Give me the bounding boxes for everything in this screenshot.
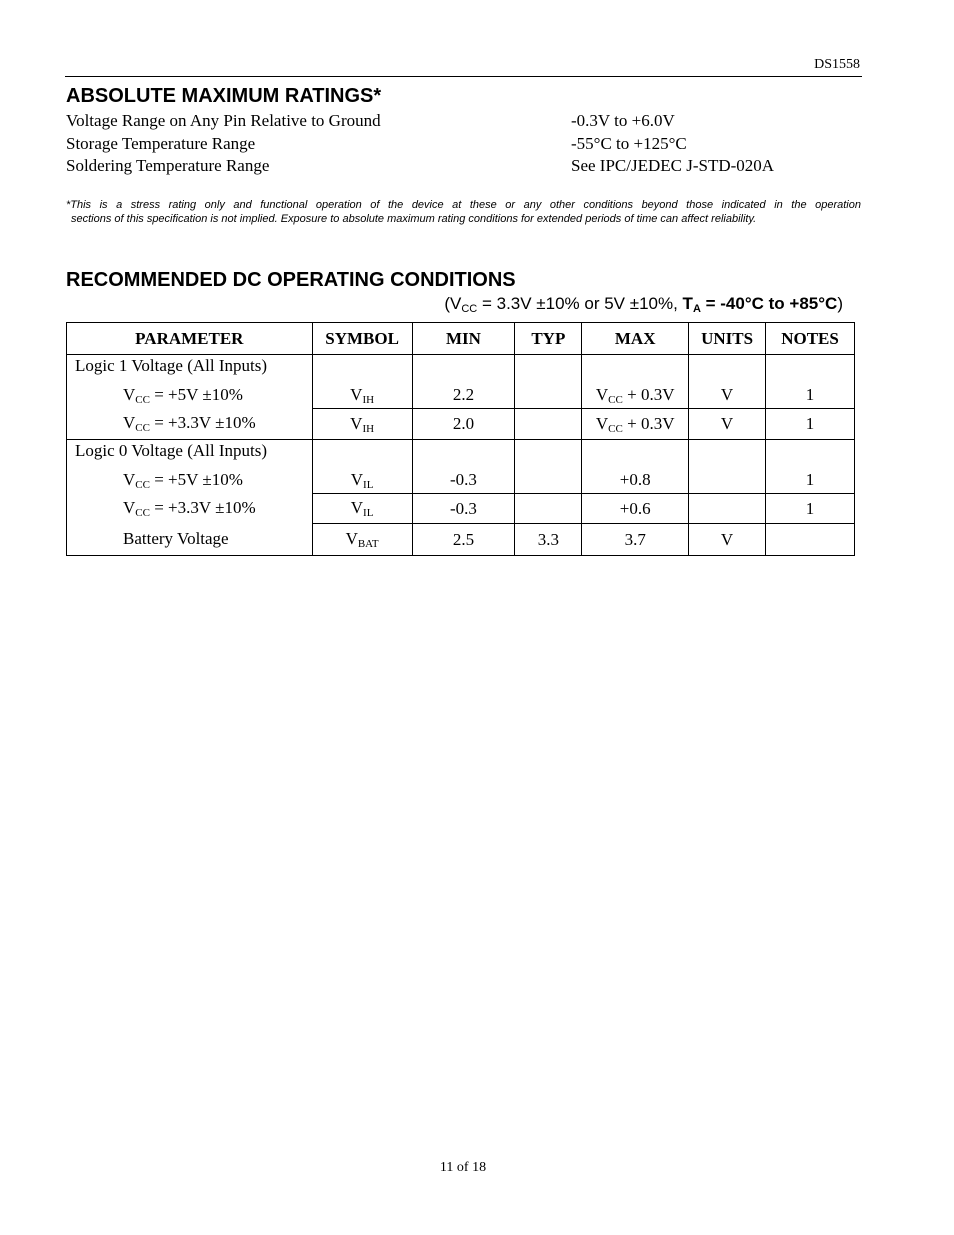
absolute-max-title: ABSOLUTE MAXIMUM RATINGS*: [66, 85, 382, 107]
typ-cell: [515, 494, 582, 524]
notes-cell: 1: [766, 494, 855, 524]
amr-value: -0.3V to +6.0V: [571, 111, 675, 130]
page-number: 11 of 18: [439, 1160, 487, 1175]
table-row: [67, 468, 855, 494]
table-row: [67, 494, 855, 524]
amr-label: Soldering Temperature Range: [66, 156, 270, 175]
table-header-row: [67, 323, 855, 355]
min-cell: -0.3: [412, 494, 515, 524]
group-label-row: [67, 355, 855, 383]
max-cell: 3.7: [582, 524, 689, 556]
typ-cell: 3.3: [515, 524, 582, 556]
note-line: sections of this specification is not implied. Exposure to absolute maximum rating conditions for extended periods of time can affect reliability.: [71, 213, 757, 225]
stress-rating-note: [66, 198, 861, 226]
min-cell: 2.2: [412, 383, 515, 409]
group-label: Logic 1 Voltage (All Inputs): [67, 355, 313, 383]
max-cell: +0.6: [582, 494, 689, 524]
header-cell: PARAMETER: [67, 323, 313, 355]
header-cell: TYP: [515, 323, 582, 355]
amr-label: Storage Temperature Range: [66, 134, 256, 153]
typ-cell: [515, 383, 582, 409]
document-id: DS1558: [814, 57, 860, 72]
symbol-cell: $V_{BAT}$: [312, 524, 412, 556]
group-label: Logic 0 Voltage (All Inputs): [67, 440, 313, 468]
note-line: *This is a stress rating only and functional operation of the device at these or any other conditions beyond those indicated in the operation: [66, 199, 861, 211]
header-cell: MIN: [412, 323, 515, 355]
symbol-cell: $V_{IL}$: [312, 468, 412, 494]
max-cell: $V_{CC} + 0.3V$: [582, 409, 689, 440]
table-row: [67, 383, 855, 409]
param-cell: $V_{CC} = +5V \pm 10\%$: [67, 468, 313, 494]
min-cell: 2.5: [412, 524, 515, 556]
symbol-cell: $V_{IL}$: [312, 494, 412, 524]
notes-cell: 1: [766, 468, 855, 494]
table-row: [67, 524, 855, 556]
recommended-dc-title: RECOMMENDED DC OPERATING CONDITIONS: [66, 269, 516, 291]
symbol-cell: $V_{IH}$: [312, 409, 412, 440]
typ-cell: [515, 409, 582, 440]
units-cell: [689, 494, 766, 524]
operating-conditions: ($V_{CC} = 3.3V \pm 10\%$ or 5V ±10%, $T_A = -40^\circ C$ to +85°C): [444, 294, 843, 315]
header-cell: MAX: [582, 323, 689, 355]
header-cell: NOTES: [766, 323, 855, 355]
symbol-cell: $V_{IH}$: [312, 383, 412, 409]
min-cell: 2.0: [412, 409, 515, 440]
max-cell: +0.8: [582, 468, 689, 494]
typ-cell: [515, 468, 582, 494]
header-rule: [65, 76, 862, 77]
amr-label: Voltage Range on Any Pin Relative to Ground: [66, 111, 381, 130]
header-cell: UNITS: [689, 323, 766, 355]
notes-cell: 1: [766, 383, 855, 409]
param-cell: Battery Voltage: [67, 524, 313, 556]
table-row: [67, 409, 855, 440]
amr-value: See IPC/JEDEC J-STD-020A: [571, 156, 775, 175]
units-cell: V: [689, 524, 766, 556]
dc-conditions-table: [66, 322, 855, 556]
max-cell: $V_{CC} + 0.3V$: [582, 383, 689, 409]
header-cell: SYMBOL: [312, 323, 412, 355]
param-cell: $V_{CC} = +3.3V \pm 10\%$: [67, 494, 313, 524]
units-cell: V: [689, 409, 766, 440]
notes-cell: [766, 524, 855, 556]
group-label-row: [67, 440, 855, 468]
units-cell: V: [689, 383, 766, 409]
notes-cell: 1: [766, 409, 855, 440]
units-cell: [689, 468, 766, 494]
min-cell: -0.3: [412, 468, 515, 494]
param-cell: $V_{CC} = +5V \pm 10\%$: [67, 383, 313, 409]
amr-value: -55°C to +125°C: [571, 134, 687, 153]
param-cell: $V_{CC} = +3.3V \pm 10\%$: [67, 409, 313, 440]
